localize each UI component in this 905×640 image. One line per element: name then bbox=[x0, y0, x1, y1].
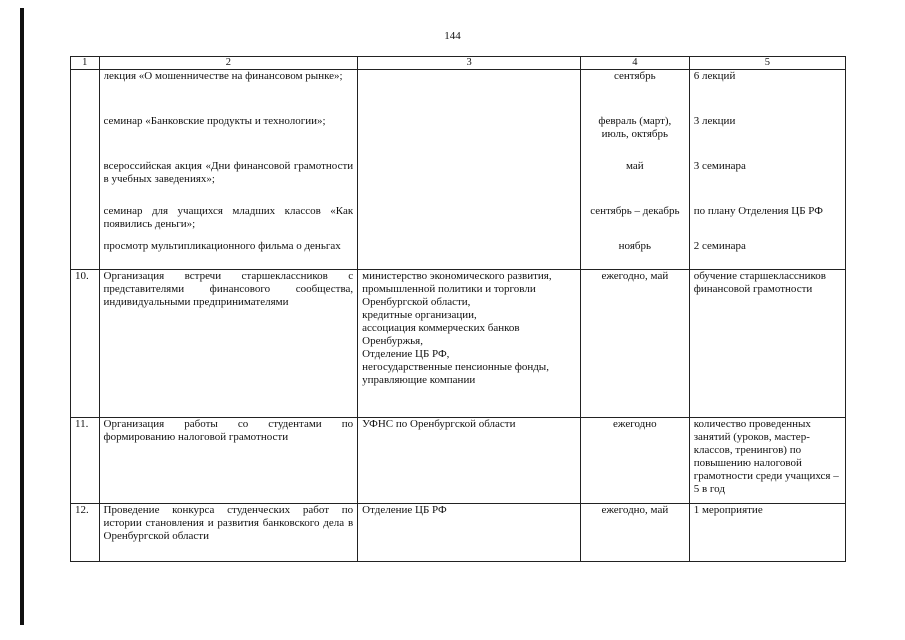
row-activity: Проведение конкурса студенческих работ по истории становления и развития банковского дела в Оренбургской области bbox=[99, 504, 358, 562]
table-row-continued bbox=[71, 70, 846, 270]
table-row bbox=[71, 504, 846, 562]
cell-number bbox=[71, 70, 100, 270]
sub-term: май bbox=[626, 160, 644, 172]
column-header-4: 4 bbox=[580, 57, 689, 70]
row-executors: УФНС по Оренбургской области bbox=[358, 418, 581, 504]
column-header-2: 2 bbox=[99, 57, 358, 70]
sub-result: 3 семинара bbox=[693, 160, 746, 172]
column-header-3: 3 bbox=[358, 57, 581, 70]
page-number: 144 bbox=[444, 30, 461, 42]
sub-term: ноябрь bbox=[618, 240, 651, 252]
header-row bbox=[71, 57, 846, 70]
row-executors: Отделение ЦБ РФ bbox=[358, 504, 581, 562]
row-result: 1 мероприятие bbox=[689, 504, 845, 562]
row-result: обучение старшеклассников финансовой грамотности bbox=[689, 270, 845, 418]
page-margin-bar bbox=[20, 8, 24, 625]
row-number: 11. bbox=[71, 418, 100, 504]
sub-activity: лекция «О мошенничестве на финансовом рынке»; bbox=[103, 70, 343, 82]
cell-terms bbox=[580, 70, 689, 270]
sub-result: 2 семинара bbox=[693, 240, 746, 252]
sub-term: сентябрь – декабрь bbox=[590, 205, 680, 217]
cell-activities bbox=[99, 70, 358, 270]
sub-result: по плану Отделения ЦБ РФ bbox=[693, 205, 823, 217]
sub-result: 6 лекций bbox=[693, 70, 736, 82]
activity-plan-table bbox=[70, 56, 846, 562]
row-number: 10. bbox=[71, 270, 100, 418]
sub-activity: просмотр мультипликационного фильма о деньгах bbox=[103, 240, 341, 252]
sub-term: сентябрь bbox=[614, 70, 656, 82]
row-term: ежегодно bbox=[580, 418, 689, 504]
column-header-1: 1 bbox=[71, 57, 100, 70]
row-activity: Организация встречи старшеклассников с представителями финансового сообщества, индивидуальными предпринимателями bbox=[99, 270, 358, 418]
sub-term: февраль (март), июль, октябрь bbox=[598, 115, 672, 140]
row-result: количество проведенных занятий (уроков, мастер-классов, тренингов) по повышению налоговой грамотности среди учащихся – 5 в год bbox=[689, 418, 845, 504]
table-row bbox=[71, 418, 846, 504]
row-term: ежегодно, май bbox=[580, 270, 689, 418]
sub-activity: всероссийская акция «Дни финансовой грамотности в учебных заведениях»; bbox=[103, 160, 354, 185]
row-executors: министерство экономического развития, промышленной политики и торговли Оренбургской области, кредитные организации, ассоциация коммерческих банков Оренбуржья, Отделение ЦБ РФ, негосударственные пенсионные фонды, управляющие компании bbox=[358, 270, 581, 418]
sub-activity: семинар «Банковские продукты и технологии»; bbox=[103, 115, 326, 127]
table-row bbox=[71, 270, 846, 418]
column-header-5: 5 bbox=[689, 57, 845, 70]
row-term: ежегодно, май bbox=[580, 504, 689, 562]
row-number: 12. bbox=[71, 504, 100, 562]
cell-executors bbox=[358, 70, 581, 270]
cell-results bbox=[689, 70, 845, 270]
row-activity: Организация работы со студентами по формированию налоговой грамотности bbox=[99, 418, 358, 504]
sub-activity: семинар для учащихся младших классов «Как появились деньги»; bbox=[103, 205, 354, 230]
sub-result: 3 лекции bbox=[693, 115, 736, 127]
